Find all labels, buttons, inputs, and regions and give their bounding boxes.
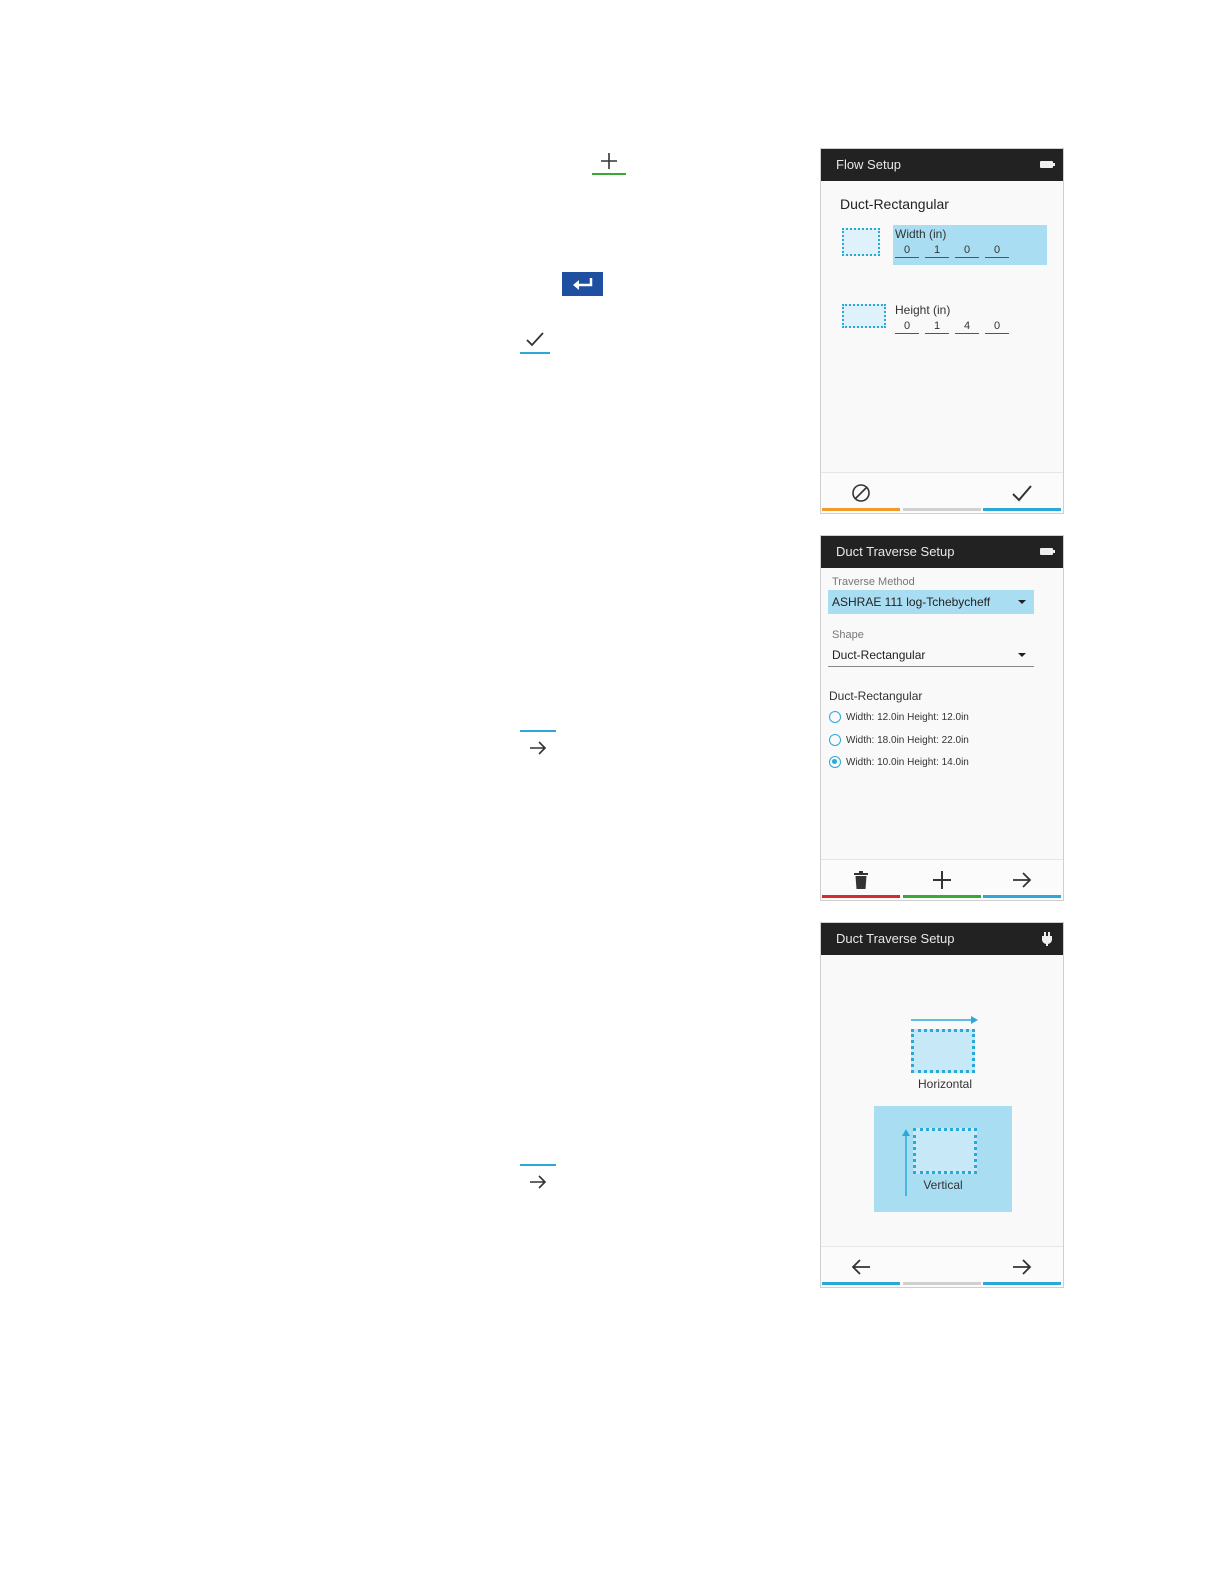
height-field[interactable]	[839, 301, 1049, 341]
duct-option-label: Width: 10.0in Height: 14.0in	[846, 756, 969, 768]
cancel-icon	[851, 483, 871, 503]
confirm-softkey[interactable]	[983, 473, 1061, 513]
softkey-bar	[821, 472, 1063, 513]
height-digit[interactable]: 0	[895, 319, 919, 334]
radio-button[interactable]	[829, 711, 841, 723]
duct-height-icon	[842, 304, 886, 328]
traverse-method-value: ASHRAE 111 log-Tchebycheff	[832, 595, 991, 609]
delete-softkey[interactable]	[822, 860, 900, 900]
add-softkey[interactable]	[903, 860, 981, 900]
arrow-overline	[520, 730, 556, 732]
battery-icon	[1040, 548, 1053, 555]
vertical-option	[874, 1106, 1012, 1212]
softkey-line	[822, 1282, 900, 1285]
back-softkey[interactable]	[822, 1247, 900, 1287]
softkey-line	[983, 508, 1061, 511]
duct-option[interactable]	[829, 708, 969, 726]
caret-down-icon	[1018, 600, 1026, 604]
next-softkey[interactable]	[983, 860, 1061, 900]
checkmark-icon	[520, 324, 550, 354]
traverse-orientation-screen	[820, 922, 1064, 1288]
blank-softkey[interactable]	[903, 1247, 981, 1287]
softkey-line	[822, 508, 900, 511]
softkey-line	[822, 895, 900, 898]
title-bar	[821, 149, 1063, 181]
softkey-line	[903, 508, 981, 511]
radio-button[interactable]	[829, 734, 841, 746]
radio-button-selected[interactable]	[829, 756, 841, 768]
checkmark-underline	[520, 352, 550, 354]
width-label: Width (in)	[895, 227, 947, 241]
screen-title: Flow Setup	[836, 157, 902, 172]
enter-key-icon	[562, 272, 603, 296]
width-digit[interactable]: 0	[985, 243, 1009, 258]
vertical-label: Vertical	[923, 1178, 963, 1192]
duct-option-label: Width: 12.0in Height: 12.0in	[846, 711, 969, 723]
arrow-overline	[520, 1164, 556, 1166]
plug-icon	[1042, 932, 1052, 946]
horizontal-arrow-icon	[911, 1015, 979, 1025]
width-field[interactable]	[839, 225, 1049, 265]
screen-title: Duct Traverse Setup	[836, 931, 955, 946]
duct-width-icon	[842, 228, 880, 256]
screen-title: Duct Traverse Setup	[836, 544, 955, 559]
softkey-line	[903, 895, 981, 898]
title-bar	[821, 536, 1063, 568]
width-digit[interactable]: 0	[955, 243, 979, 258]
shape-value: Duct-Rectangular	[832, 648, 926, 662]
arrow-right-icon	[1011, 871, 1033, 889]
plus-underline	[592, 173, 626, 175]
softkey-bar	[821, 859, 1063, 900]
arrow-right-icon	[520, 730, 556, 760]
shape-label: Shape	[832, 629, 864, 641]
blank-softkey[interactable]	[903, 473, 981, 513]
trash-icon	[853, 870, 869, 890]
shape-heading: Duct-Rectangular	[840, 196, 949, 212]
horizontal-label: Horizontal	[917, 1077, 973, 1091]
softkey-bar	[821, 1246, 1063, 1287]
arrow-left-icon	[850, 1258, 872, 1276]
shape-dropdown[interactable]	[828, 643, 1034, 667]
duct-traverse-setup-screen	[820, 535, 1064, 901]
height-digit[interactable]: 0	[985, 319, 1009, 334]
softkey-line	[903, 1282, 981, 1285]
duct-option-label: Width: 18.0in Height: 22.0in	[846, 734, 969, 746]
cancel-softkey[interactable]	[822, 473, 900, 513]
duct-option[interactable]	[829, 753, 969, 771]
width-digit[interactable]: 0	[895, 243, 919, 258]
horizontal-option[interactable]	[895, 1015, 995, 1095]
duct-horizontal-icon	[911, 1029, 975, 1073]
flow-setup-screen	[820, 148, 1064, 514]
height-digits	[895, 319, 1015, 334]
width-digit[interactable]: 1	[925, 243, 949, 258]
softkey-line	[983, 895, 1061, 898]
traverse-method-dropdown[interactable]	[828, 590, 1034, 614]
softkey-line	[983, 1282, 1061, 1285]
title-bar	[821, 923, 1063, 955]
plus-icon	[932, 870, 952, 890]
duct-vertical-icon	[913, 1128, 977, 1174]
arrow-right-icon	[1011, 1258, 1033, 1276]
plus-icon	[592, 146, 626, 176]
caret-down-icon	[1018, 653, 1026, 657]
width-digits	[895, 243, 1015, 258]
arrow-right-icon	[520, 1164, 556, 1194]
battery-icon	[1040, 161, 1053, 168]
traverse-method-label: Traverse Method	[832, 576, 915, 588]
height-digit[interactable]: 1	[925, 319, 949, 334]
saved-ducts-heading: Duct-Rectangular	[829, 689, 923, 703]
next-softkey[interactable]	[983, 1247, 1061, 1287]
checkmark-icon	[1011, 484, 1033, 502]
height-digit[interactable]: 4	[955, 319, 979, 334]
height-label: Height (in)	[895, 303, 951, 317]
duct-option[interactable]	[829, 731, 969, 749]
vertical-option-selected[interactable]	[874, 1106, 1012, 1212]
